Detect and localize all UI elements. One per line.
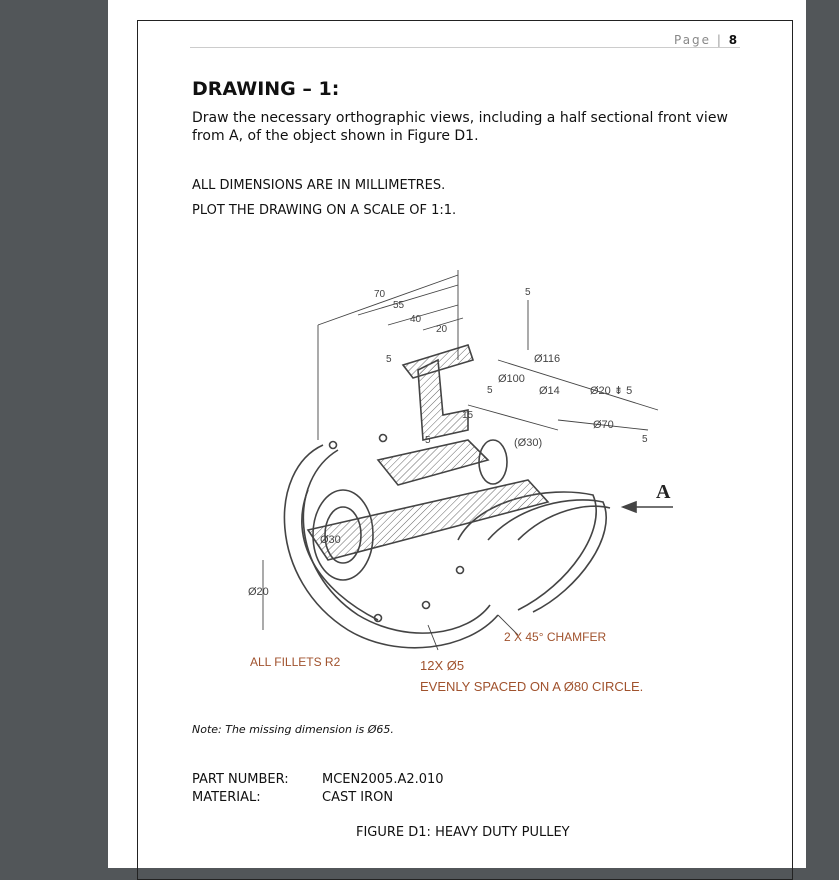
- fillets-note: ALL FILLETS R2: [250, 655, 341, 669]
- viewer-background-left: [0, 0, 108, 868]
- header-rule: [190, 47, 740, 48]
- page-number-label: Page: [674, 33, 712, 47]
- pulley-isometric-drawing: [228, 240, 688, 710]
- instruction-line-1: Draw the necessary orthographic views, including a half sectional front view: [192, 110, 728, 126]
- dim-phi30-ref: (Ø30): [514, 437, 543, 449]
- instruction-line-2: from A, of the object shown in Figure D1.: [192, 128, 479, 144]
- dim-15: 15: [462, 410, 474, 421]
- dim-55: 55: [393, 300, 405, 311]
- material-value: CAST IRON: [322, 790, 394, 805]
- dim-phi116: Ø116: [534, 353, 561, 365]
- dim-phi14: Ø14: [539, 385, 560, 397]
- dim-phi30: Ø30: [320, 534, 341, 546]
- page-title: DRAWING – 1:: [192, 78, 340, 100]
- dim-5-right: 5: [642, 434, 648, 445]
- dim-phi20: Ø20: [248, 586, 269, 598]
- holes-note-spacing: EVENLY SPACED ON A Ø80 CIRCLE.: [420, 679, 644, 694]
- dim-40: 40: [410, 314, 422, 325]
- page-number-value: 8: [728, 33, 738, 47]
- holes-note-count: 12X Ø5: [420, 658, 465, 673]
- dim-5-top: 5: [525, 287, 531, 298]
- dim-70: 70: [374, 289, 386, 300]
- page-number: Page | 8: [674, 33, 738, 47]
- part-number-label: PART NUMBER:: [192, 772, 289, 787]
- view-arrow-label: A: [656, 481, 671, 503]
- figure-caption: FIGURE D1: HEAVY DUTY PULLEY: [356, 825, 570, 840]
- missing-dimension-note: Note: The missing dimension is Ø65.: [192, 723, 394, 736]
- dimensions-note: ALL DIMENSIONS ARE IN MILLIMETRES.: [192, 178, 446, 193]
- viewer-scrollbar-area[interactable]: [806, 0, 839, 868]
- part-number-value: MCEN2005.A2.010: [322, 772, 444, 787]
- chamfer-note: 2 X 45° CHAMFER: [504, 630, 607, 644]
- dim-20: 20: [436, 324, 448, 335]
- dim-phi20-cbore: Ø20 ⇟ 5: [590, 385, 633, 397]
- scale-note: PLOT THE DRAWING ON A SCALE OF 1:1.: [192, 203, 457, 218]
- dim-5-web: 5: [386, 354, 392, 365]
- dim-phi70: Ø70: [593, 419, 614, 431]
- material-label: MATERIAL:: [192, 790, 261, 805]
- dim-5-left: 5: [487, 385, 493, 396]
- dim-phi100: Ø100: [498, 373, 525, 385]
- dim-5-hub: 5: [425, 435, 431, 446]
